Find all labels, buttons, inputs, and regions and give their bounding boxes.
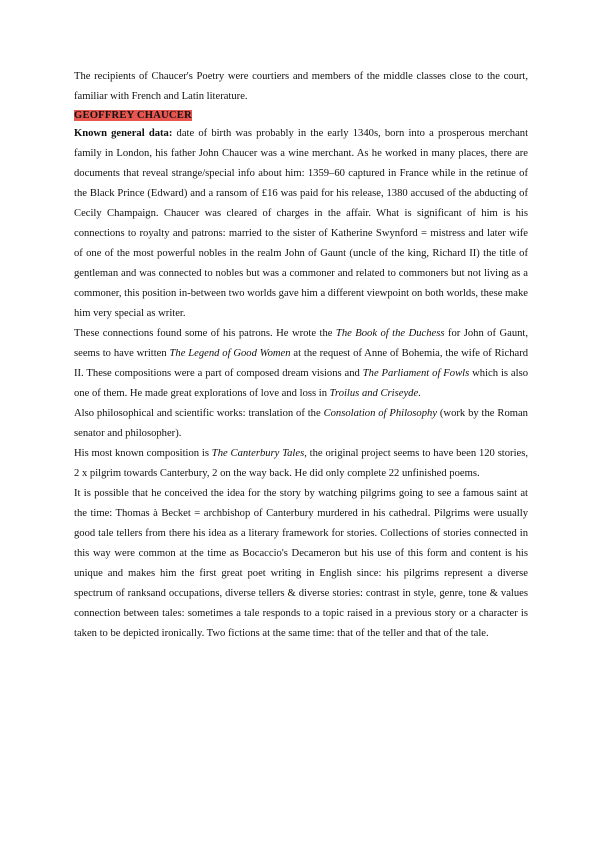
section-heading: GEOFFREY CHAUCER <box>74 110 192 121</box>
philosophy-text-1: Also philosophical and scientific works: translation of the <box>74 408 324 419</box>
pilgrims-paragraph: It is possible that he conceived the idea for the story by watching pilgrims going to see a famous saint at the time: Thomas à Becket = archbishop of Canterbury murdered in his cathedral. Pilgrims were usually good tale tellers from there his idea as a literary framework for stories. Collections of stories connected in this way were common at the time as Bocaccio's Decameron but his use of this form and content is his unique and makes him the first great poet writing in English since: his pilgrims represent a diverse spectrum of ranksand occupations, diverse tellers & diverse stories: contrast in style, genre, tone & values connection between tales: sometimes a tale responds to a topic raised in a previous story or a character is taken to be depicted ironically. Two fictions at the same time: that of the teller and that of the tale. <box>74 488 528 639</box>
intro-paragraph: The recipients of Chaucer's Poetry were courtiers and members of the middle classes close to the court, familiar with French and Latin literature. <box>74 71 528 102</box>
title-troilus-criseyde: Troilus and Criseyde <box>329 388 419 399</box>
patrons-paragraph <box>74 324 528 404</box>
heading-line <box>74 107 528 124</box>
known-data-text: date of birth was probably in the early 1340s, born into a prosperous merchant family in London, his father John Chaucer was a wine merchant. As he worked in many places, there are documents that reveal strange/special info about him: 1359–60 captured in France while in the retinue of the Black Prince (Edward) and a ransom of £16 was paid for his release, 1380 accused of the abducting of Cecily Champaign. Chaucer was cleared of charges in the affair. What is significant of him is his connections to royalty and patrons: married to the sister of Katherine Swynford = mistress and later wife of one of the most powerful nobles in the realm John of Gaunt (uncle of the king, Richard II) the title of gentleman and was connected to nobles but was a commoner and related to commoners but not living as a commoner, this position in-between two worlds gave him a different viewpoint on both worlds, these make him very special as writer. <box>74 128 529 319</box>
known-data-label: Known general data: <box>74 128 173 139</box>
philosophy-text-2: (work by the Roman senator and philosopher). <box>74 408 528 439</box>
patrons-text-3: at the request of Anne of Bohemia, the wife of Richard II. These compositions were a part of composed dream visions and <box>74 348 529 379</box>
title-legend-good-women: The Legend of Good Women <box>169 348 291 359</box>
philosophy-paragraph <box>74 404 528 444</box>
patrons-text-1: These connections found some of his patrons. He wrote the <box>74 328 336 339</box>
canterbury-paragraph <box>74 444 528 484</box>
title-consolation: Consolation of Philosophy <box>323 408 438 419</box>
patrons-text-4: which is also one of them. He made great explorations of love and loss in <box>74 368 528 399</box>
title-canterbury-tales: The Canterbury Tales, <box>211 448 307 459</box>
canterbury-text-1: His most known composition is <box>74 448 212 459</box>
title-parliament-of-fowls: The Parliament of Fowls <box>362 368 470 379</box>
title-book-of-duchess: The Book of the Duchess <box>335 328 445 339</box>
document-page <box>74 67 528 644</box>
known-data-paragraph <box>74 124 528 324</box>
patrons-text-2: for John of Gaunt, seems to have written <box>74 328 528 359</box>
patrons-text-5: . <box>418 388 421 399</box>
canterbury-text-2: the original project seems to have been 120 stories, 2 x pilgrim towards Canterbury, 2 on the way back. He did only complete 22 unfinished poems. <box>74 448 528 479</box>
